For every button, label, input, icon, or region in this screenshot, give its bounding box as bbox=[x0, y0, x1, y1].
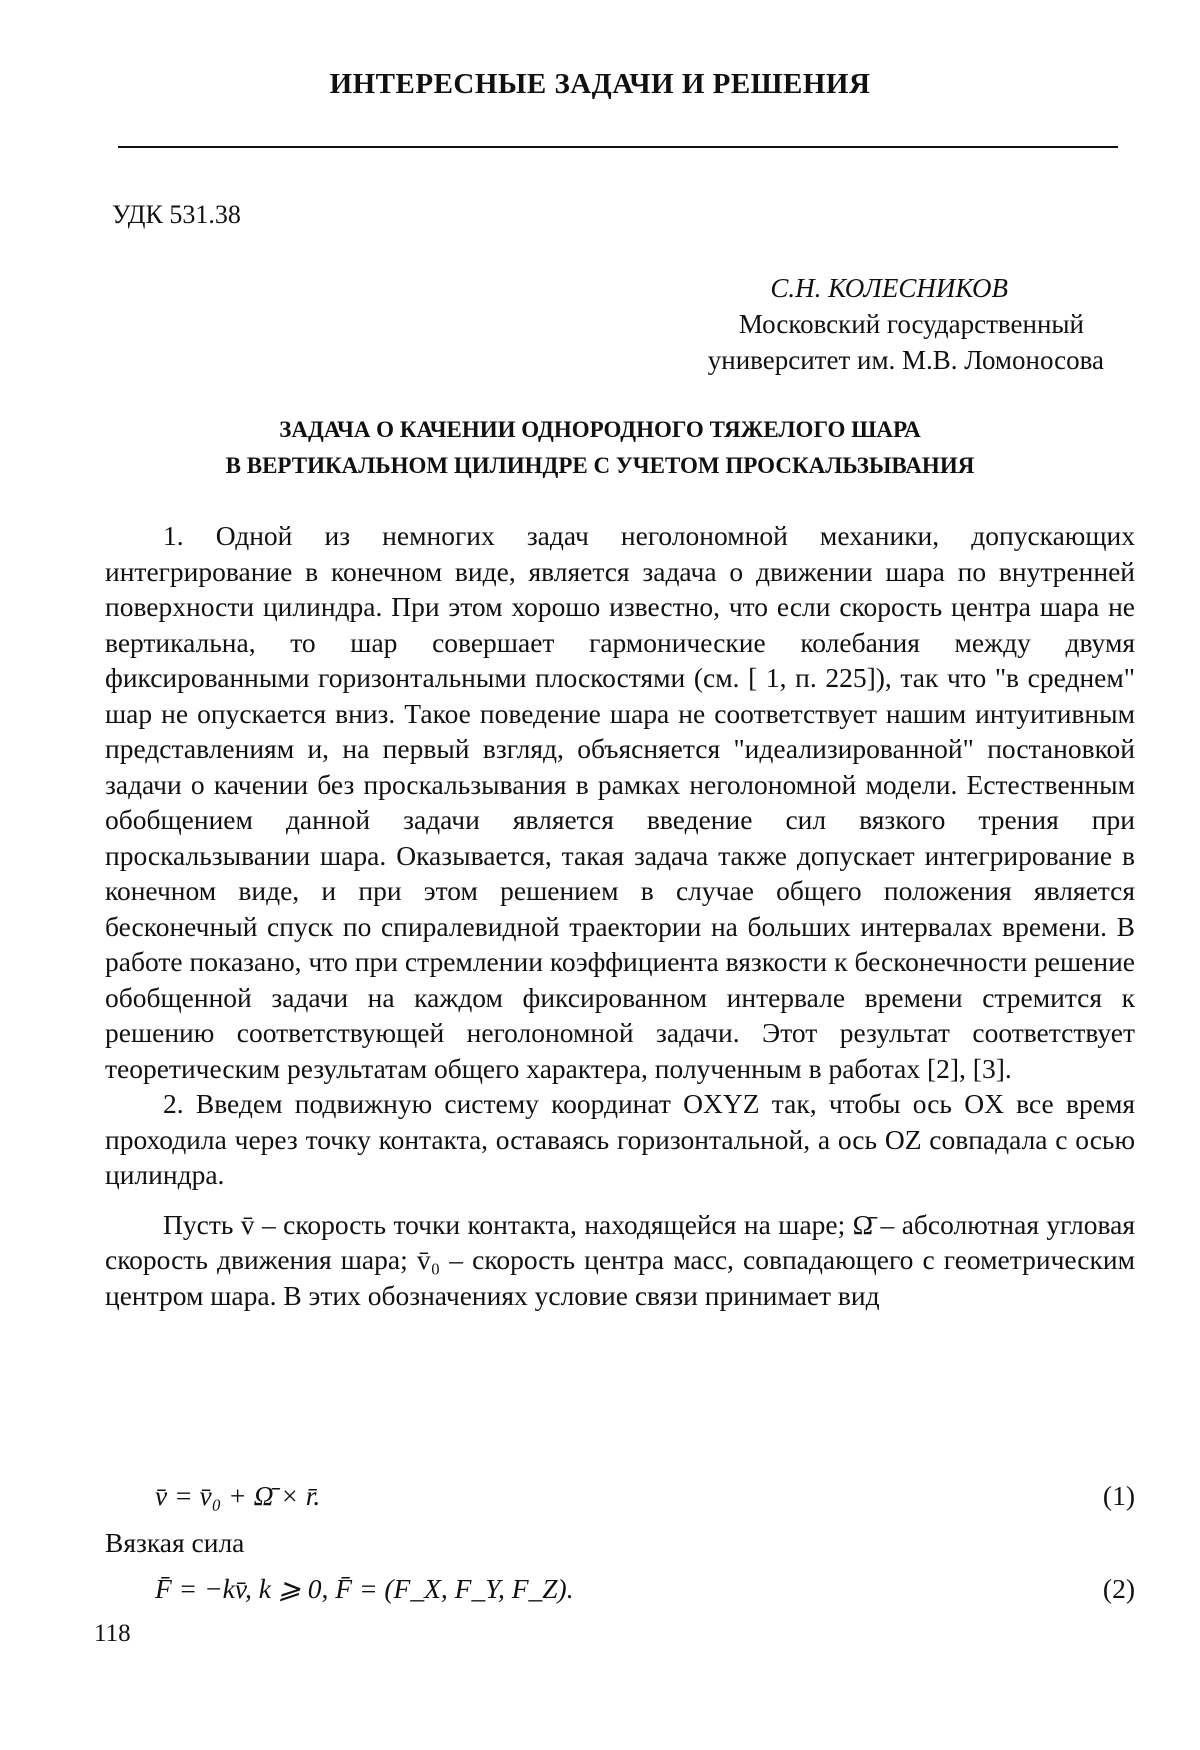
author-affiliation-line2: университет им. М.В. Ломоносова bbox=[707, 345, 1104, 375]
equation-1-number: (1) bbox=[1102, 1480, 1135, 1511]
paragraph-1: 1. Одной из немногих задач неголономной механики, допускающих интегрирование в конечном виде, является задача о движении шара по внутренней поверхности цилиндра. При этом хорошо известно, что если скорость центра шара не вертикальна, то шар совершает гармонические колебания между двумя фиксированными горизонтальными плоскостями (см. [ 1, п. 225]), так что "в среднем" шар не опускается вниз. Такое поведение шара не соответствует нашим интуитивным представлениям и, на первый взгляд, объясняется "идеализированной" постановкой задачи о качении без проскальзывания в рамках неголономной модели. Естественным обобщением данной задачи является введение сил вязкого трения при проскальзывании шара. Оказывается, такая задача также допускает интегрирование в конечном виде, и при этом решением в случае общего положения является бесконечный спуск по спиралевидной траектории на больших интервалах времени. В работе показано, что при стремлении коэффициента вязкости к бесконечности решение обобщенной задачи на каждом фиксированном интервале времени стремится к решению соответствующей неголономной задачи. Этот результат соответствует теоретическим результатам общего характера, полученным в работах [2], [3]. bbox=[105, 520, 1135, 1084]
equation-2-number: (2) bbox=[1102, 1573, 1135, 1604]
equation-2-formula: F̄ = −kv̄, k ⩾ 0, F̄ = (F_X, F_Y, F_Z). bbox=[155, 1573, 574, 1604]
article-title-line1: ЗАДАЧА О КАЧЕНИИ ОДНОРОДНОГО ТЯЖЕЛОГО ШАРА bbox=[279, 417, 921, 442]
equation-2 bbox=[105, 1573, 1135, 1613]
paragraph-2: 2. Введем подвижную систему координат OXYZ так, чтобы ось OX все время проходила через точку контакта, оставаясь горизонтальной, а ось OZ совпадала с осью цилиндра. bbox=[105, 1088, 1135, 1190]
author-name: С.Н. КОЛЕСНИКОВ bbox=[770, 273, 1008, 303]
viscous-force-label: Вязкая сила bbox=[105, 1527, 245, 1558]
page-number: 118 bbox=[94, 1620, 131, 1647]
running-title: ИНТЕРЕСНЫЕ ЗАДАЧИ И РЕШЕНИЯ bbox=[329, 68, 871, 100]
paragraph-3: Пусть v̄ – скорость точки контакта, находящейся на шаре; Ω̄ – абсолютная угловая скорость движения шара; v̄₀ – скорость центра масс, совпадающего с геометрическим центром шара. В этих обозначениях условие связи принимает вид bbox=[105, 1208, 1135, 1311]
author-affiliation-line1: Московский государственный bbox=[738, 309, 1084, 339]
author-block bbox=[504, 270, 1104, 378]
equation-1-formula: v̄ = v̄₀ + Ω̄ × r̄. bbox=[155, 1480, 321, 1511]
article-title-line2: В ВЕРТИКАЛЬНОМ ЦИЛИНДРЕ С УЧЕТОМ ПРОСКАЛЬЗЫВАНИЯ bbox=[225, 453, 975, 478]
udc-code: УДК 531.38 bbox=[112, 200, 241, 229]
header-rule bbox=[118, 146, 1118, 148]
article-body bbox=[105, 518, 1135, 1313]
equation-1 bbox=[105, 1480, 1135, 1520]
article-title bbox=[0, 412, 1200, 484]
